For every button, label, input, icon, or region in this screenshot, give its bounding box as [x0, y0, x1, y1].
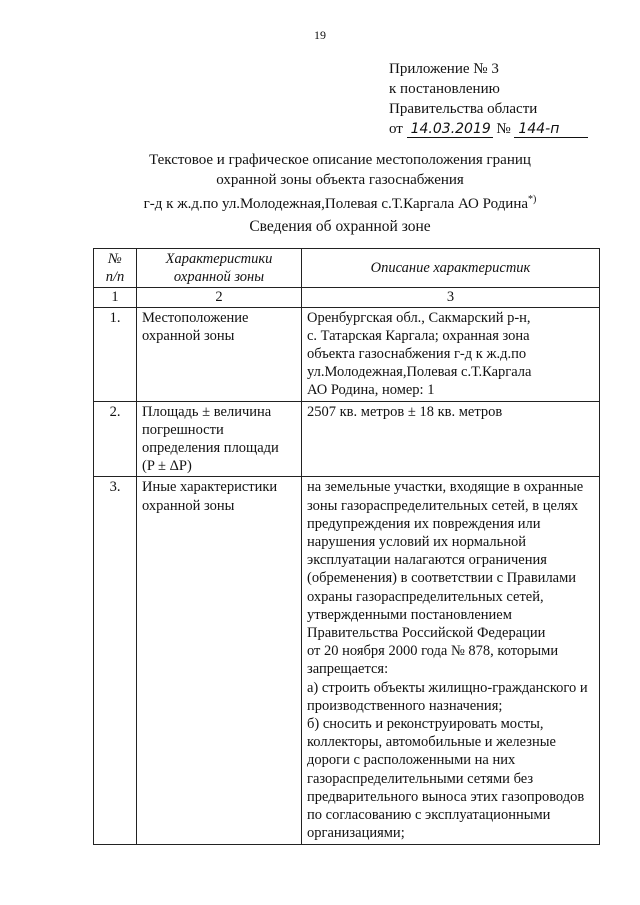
appendix-title: Приложение № 3 — [389, 61, 499, 77]
section-subtitle: Сведения об охранной зоне — [249, 218, 431, 235]
header-characteristic: Характеристики охранной зоны — [137, 249, 302, 288]
row-number: 3. — [94, 477, 137, 844]
column-number: 1 — [94, 288, 137, 307]
row-number: 2. — [94, 401, 137, 477]
title-line — [0, 190, 640, 214]
row-characteristic: Местоположение охранной зоны — [137, 307, 302, 401]
appendix-line-resolution: к постановлению — [389, 81, 500, 97]
table-row — [94, 401, 600, 477]
column-number-row — [94, 288, 600, 307]
appendix-date-line — [389, 119, 588, 139]
row-characteristic: Иные характеристики охранной зоны — [137, 477, 302, 844]
handwritten-date: 14.03.2019 — [407, 121, 493, 138]
header-description: Описание характеристик — [302, 249, 600, 288]
row-description: 2507 кв. метров ± 18 кв. метров — [302, 401, 600, 477]
header-num: № п/п — [94, 249, 137, 288]
footnote-mark: *) — [528, 194, 537, 205]
appendix-block — [389, 59, 588, 139]
title-object-name: г-д к ж.д.по ул.Молодежная,Полевая с.Т.Каргала АО Родина — [143, 196, 529, 212]
table-row — [94, 477, 600, 844]
column-number: 3 — [302, 288, 600, 307]
number-label: № — [496, 121, 511, 137]
column-number: 2 — [137, 288, 302, 307]
document-title — [0, 150, 640, 214]
table-row — [94, 307, 600, 401]
row-description: Оренбургская обл., Сакмарский р-н, с. Татарская Каргала; охранная зона объекта газоснабжения г-д к ж.д.по ул.Молодежная,Полевая с.Т.Каргала АО Родина, номер: 1 — [302, 307, 600, 401]
appendix-line-government: Правительства области — [389, 101, 538, 117]
handwritten-number: 144-п — [514, 121, 588, 138]
from-label: от — [389, 121, 403, 137]
page-number: 19 — [314, 28, 326, 42]
row-number: 1. — [94, 307, 137, 401]
table-header-row — [94, 249, 600, 288]
title-line: Текстовое и графическое описание местоположения границ — [149, 152, 531, 168]
zone-info-table — [93, 248, 600, 845]
row-description: на земельные участки, входящие в охранные зоны газораспределительных сетей, в целях предупреждения их повреждения или нарушения условий их нормальной эксплуатации налагаются ограничения (обременения) в соответствии с Правилами охраны газораспределительных сетей, утвержденными постановлением Правительства Российской Федерации от 20 ноября 2000 года № 878, которыми запрещается: а) строить объекты жилищно-гражданского и производственного назначения; б) сносить и реконструировать мосты, коллекторы, автомобильные и железные дороги с расположенными на них газораспределительными сетями без предварительного выноса этих газопроводов по согласованию с эксплуатационными организациями; — [302, 477, 600, 844]
row-characteristic: Площадь ± величина погрешности определения площади (P ± ΔP) — [137, 401, 302, 477]
title-line: охранной зоны объекта газоснабжения — [216, 172, 464, 188]
